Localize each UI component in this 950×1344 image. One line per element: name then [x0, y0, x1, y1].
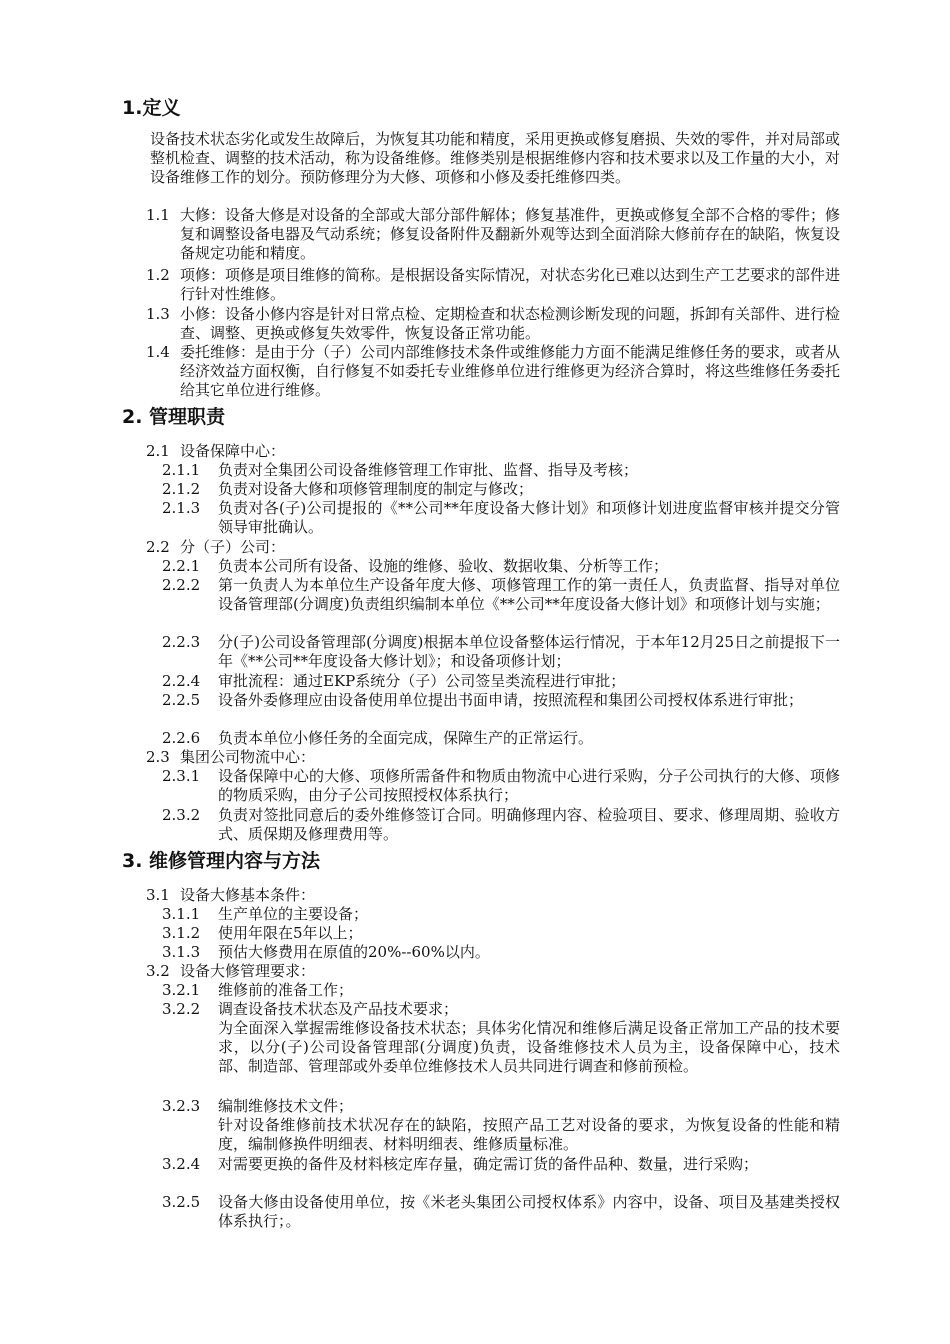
item-number: 2.2.5 — [162, 691, 201, 709]
item-number: 3.2 — [146, 962, 170, 980]
item-text: 预估大修费用在原值的20%--60%以内。 — [218, 943, 490, 961]
item-text: 负责本单位小修任务的全面完成，保障生产的正常运行。 — [218, 729, 594, 747]
item-text: 小修：设备小修内容是针对日常点检、定期检查和状态检测诊断发现的问题，拆卸有关部件、进行检查、调整、更换或修复失效零件，恢复设备正常功能。 — [180, 305, 841, 342]
item-number: 2.3 — [146, 748, 170, 766]
item-text: 分(子)公司设备管理部(分调度)根据本单位设备整体运行情况，于本年12月25日之前提报下一年《**公司**年度设备大修计划》；和设备项修计划； — [218, 633, 840, 670]
item-number: 1.2 — [146, 266, 170, 284]
item-text: 负责对设备大修和项修管理制度的制定与修改； — [218, 480, 534, 498]
item-detail-text: 针对设备维修前技术状况存在的缺陷，按照产品工艺对设备的要求，为恢复设备的性能和精度，编制修换件明细表、材料明细表、维修质量标准。 — [218, 1116, 840, 1153]
item-number: 3.2.2 — [162, 1000, 201, 1018]
item-number: 2.1.2 — [162, 480, 201, 498]
item-text: 设备大修由设备使用单位，按《米老头集团公司授权体系》内容中，设备、项目及基建类授权体系执行；。 — [218, 1193, 840, 1230]
item-number: 3.2.5 — [162, 1193, 201, 1211]
item-text: 设备保障中心的大修、项修所需备件和物质由物流中心进行采购，分子公司执行的大修、项修的物质采购，由分子公司按照授权体系执行； — [218, 767, 840, 804]
item-number: 1.1 — [146, 206, 170, 224]
item-text: 设备外委修理应由设备使用单位提出书面申请，按照流程和集团公司授权体系进行审批； — [218, 691, 804, 709]
item-number: 3.1.1 — [162, 905, 201, 923]
item-number: 2.1.1 — [162, 461, 201, 479]
item-text: 设备大修管理要求： — [180, 962, 316, 980]
item-number: 3.1.3 — [162, 943, 201, 961]
item-number: 3.1.2 — [162, 924, 201, 942]
item-number: 1.4 — [146, 343, 170, 361]
item-number: 2.2 — [146, 538, 170, 556]
item-text: 生产单位的主要设备； — [218, 905, 369, 923]
item-text: 设备大修基本条件： — [180, 886, 316, 904]
item-number: 2.1 — [146, 442, 170, 460]
item-number: 2.2.6 — [162, 729, 201, 747]
item-number: 2.2.3 — [162, 633, 201, 651]
item-text: 设备保障中心： — [180, 442, 286, 460]
item-text: 负责对全集团公司设备维修管理工作审批、监督、指导及考核； — [218, 461, 639, 479]
section-title-definition: 1.定义 — [122, 97, 181, 119]
item-number: 3.2.4 — [162, 1155, 201, 1173]
item-text: 委托维修：是由于分（子）公司内部维修技术条件或维修能力方面不能满足维修任务的要求，或者从经济效益方面权衡，自行修复不如委托专业维修单位进行维修更为经济合算时，将这些维修任务委托给其它单位进行维修。 — [180, 343, 841, 399]
item-text: 集团公司物流中心： — [180, 748, 316, 766]
item-number: 2.3.2 — [162, 806, 201, 824]
item-detail-text: 为全面深入掌握需维修设备技术状态；具体劣化情况和维修后满足设备正常加工产品的技术要求，以分(子)公司设备管理部(分调度)负责，设备维修技术人员为主，设备保障中心，技术部、制造部、管理部或外委单位维修技术人员共同进行调查和修前预检。 — [218, 1019, 840, 1075]
item-text: 第一负责人为本单位生产设备年度大修、项修管理工作的第一责任人，负责监督、指导对单位设备管理部(分调度)负责组织编制本单位《**公司**年度设备大修计划》和项修计划与实施； — [218, 576, 840, 613]
item-text: 负责本公司所有设备、设施的维修、验收、数据收集、分析等工作； — [218, 557, 669, 575]
item-text: 分（子）公司： — [180, 538, 286, 556]
item-text: 对需要更换的备件及材料核定库存量，确定需订货的备件品种、数量，进行采购； — [218, 1155, 759, 1173]
item-text: 负责对各(子)公司提报的《**公司**年度设备大修计划》和项修计划进度监督审核并提交分管领导审批确认。 — [218, 499, 840, 536]
item-text: 维修前的准备工作； — [218, 981, 354, 999]
item-text: 使用年限在5年以上； — [218, 924, 363, 942]
item-text: 调查设备技术状态及产品技术要求； — [218, 1000, 459, 1018]
item-number: 2.2.1 — [162, 557, 201, 575]
item-number: 3.2.3 — [162, 1097, 201, 1115]
item-number: 2.2.4 — [162, 672, 201, 690]
item-number: 2.3.1 — [162, 767, 201, 785]
item-number: 2.1.3 — [162, 499, 201, 517]
item-text: 编制维修技术文件； — [218, 1097, 354, 1115]
item-number: 1.3 — [146, 305, 170, 323]
item-number: 3.2.1 — [162, 981, 201, 999]
item-number: 2.2.2 — [162, 576, 201, 594]
section-title-responsibilities: 2. 管理职责 — [122, 406, 226, 428]
item-text: 审批流程：通过EKP系统分（子）公司签呈类流程进行审批； — [218, 672, 626, 690]
section-title-maintenance-methods: 3. 维修管理内容与方法 — [122, 850, 321, 872]
item-number: 3.1 — [146, 886, 170, 904]
intro-paragraph: 设备技术状态劣化或发生故障后，为恢复其功能和精度，采用更换或修复磨损、失效的零件，并对局部或整机检查、调整的技术活动，称为设备维修。维修类别是根据维修内容和技术要求以及工作量的大小，对设备维修工作的划分。预防修理分为大修、项修和小修及委托维修四类。 — [150, 130, 841, 186]
item-text: 负责对签批同意后的委外维修签订合同。明确修理内容、检验项目、要求、修理周期、验收方式、质保期及修理费用等。 — [218, 806, 840, 843]
item-text: 项修：项修是项目维修的简称。是根据设备实际情况，对状态劣化已难以达到生产工艺要求的部件进行针对性维修。 — [180, 266, 841, 303]
item-text: 大修：设备大修是对设备的全部或大部分部件解体；修复基准件，更换或修复全部不合格的零件；修复和调整设备电器及气动系统；修复设备附件及翻新外观等达到全面消除大修前存在的缺陷，恢复设备规定功能和精度。 — [180, 206, 841, 262]
